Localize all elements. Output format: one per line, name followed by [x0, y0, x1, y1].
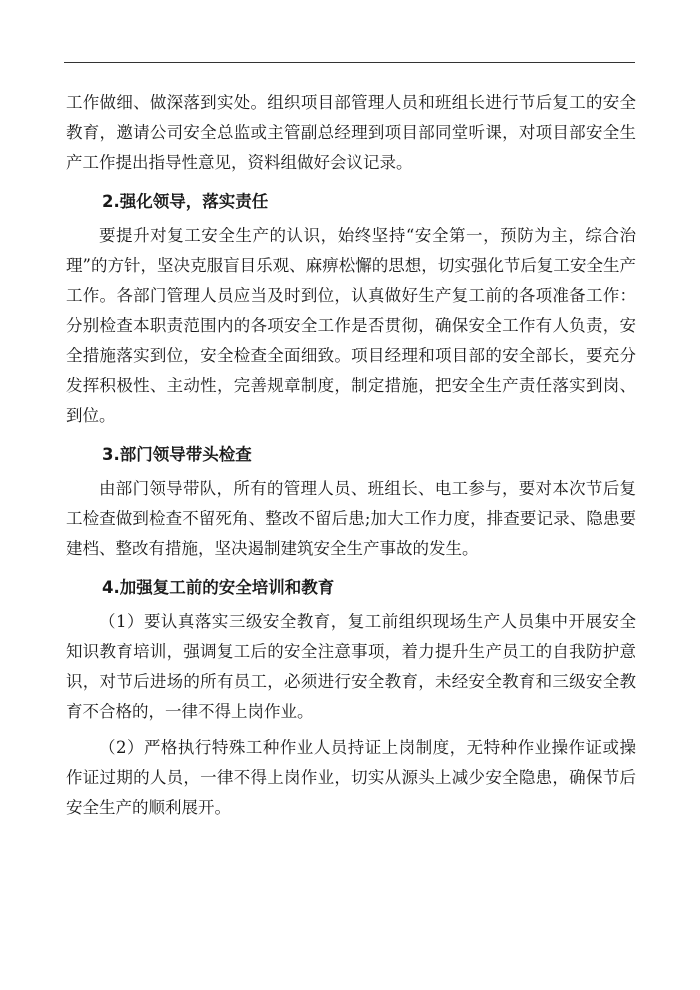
paragraph-section-4-item-1: （1）要认真落实三级安全教育，复工前组织现场生产人员集中开展安全知识教育培训，强调复工后的安全注意事项，着力提升生产员工的自我防护意识，对节后进场的所有员工，必须进行安全教育，未经安全教育和三级安全教育不合格的，一律不得上岗作业。	[66, 612, 636, 721]
paragraph-section-3: 由部门领导带队，所有的管理人员、班组长、电工参与，要对本次节后复工检查做到检查不留死角、整改不留后患;加大工作力度，排查要记录、隐患要建档、整改有措施，坚决遏制建筑安全生产事故的发生。	[66, 479, 636, 558]
section-heading-4: 4.加强复工前的安全培训和教育	[102, 578, 335, 597]
paragraph-section-2: 要提升对复工安全生产的认识，始终坚持“安全第一，预防为主，综合治理”的方针，坚决克服盲目乐观、麻痹松懈的思想，切实强化节后复工安全生产工作。各部门管理人员应当及时到位，认真做好生产复工前的各项准备工作：分别检查本职责范围内的各项安全工作是否贯彻，确保安全工作有人负责，安全措施落实到位，安全检查全面细致。项目经理和项目部的安全部长，要充分发挥积极性、主动性，完善规章制度，制定措施，把安全生产责任落实到岗、到位。	[66, 226, 636, 425]
document-body	[66, 88, 636, 823]
section-heading-3: 3.部门领导带头检查	[102, 445, 252, 464]
section-heading-2: 2.强化领导，落实责任	[102, 192, 269, 211]
paragraph-section-4-item-2: （2）严格执行特殊工种作业人员持证上岗制度，无特种作业操作证或操作证过期的人员，一律不得上岗作业，切实从源头上减少安全隐患，确保节后安全生产的顺利展开。	[66, 738, 636, 817]
header-rule	[64, 62, 635, 63]
paragraph-continuation: 工作做细、做深落到实处。组织项目部管理人员和班组长进行节后复工的安全教育，邀请公司安全总监或主管副总经理到项目部同堂听课，对项目部安全生产工作提出指导性意见，资料组做好会议记录。	[66, 93, 636, 172]
